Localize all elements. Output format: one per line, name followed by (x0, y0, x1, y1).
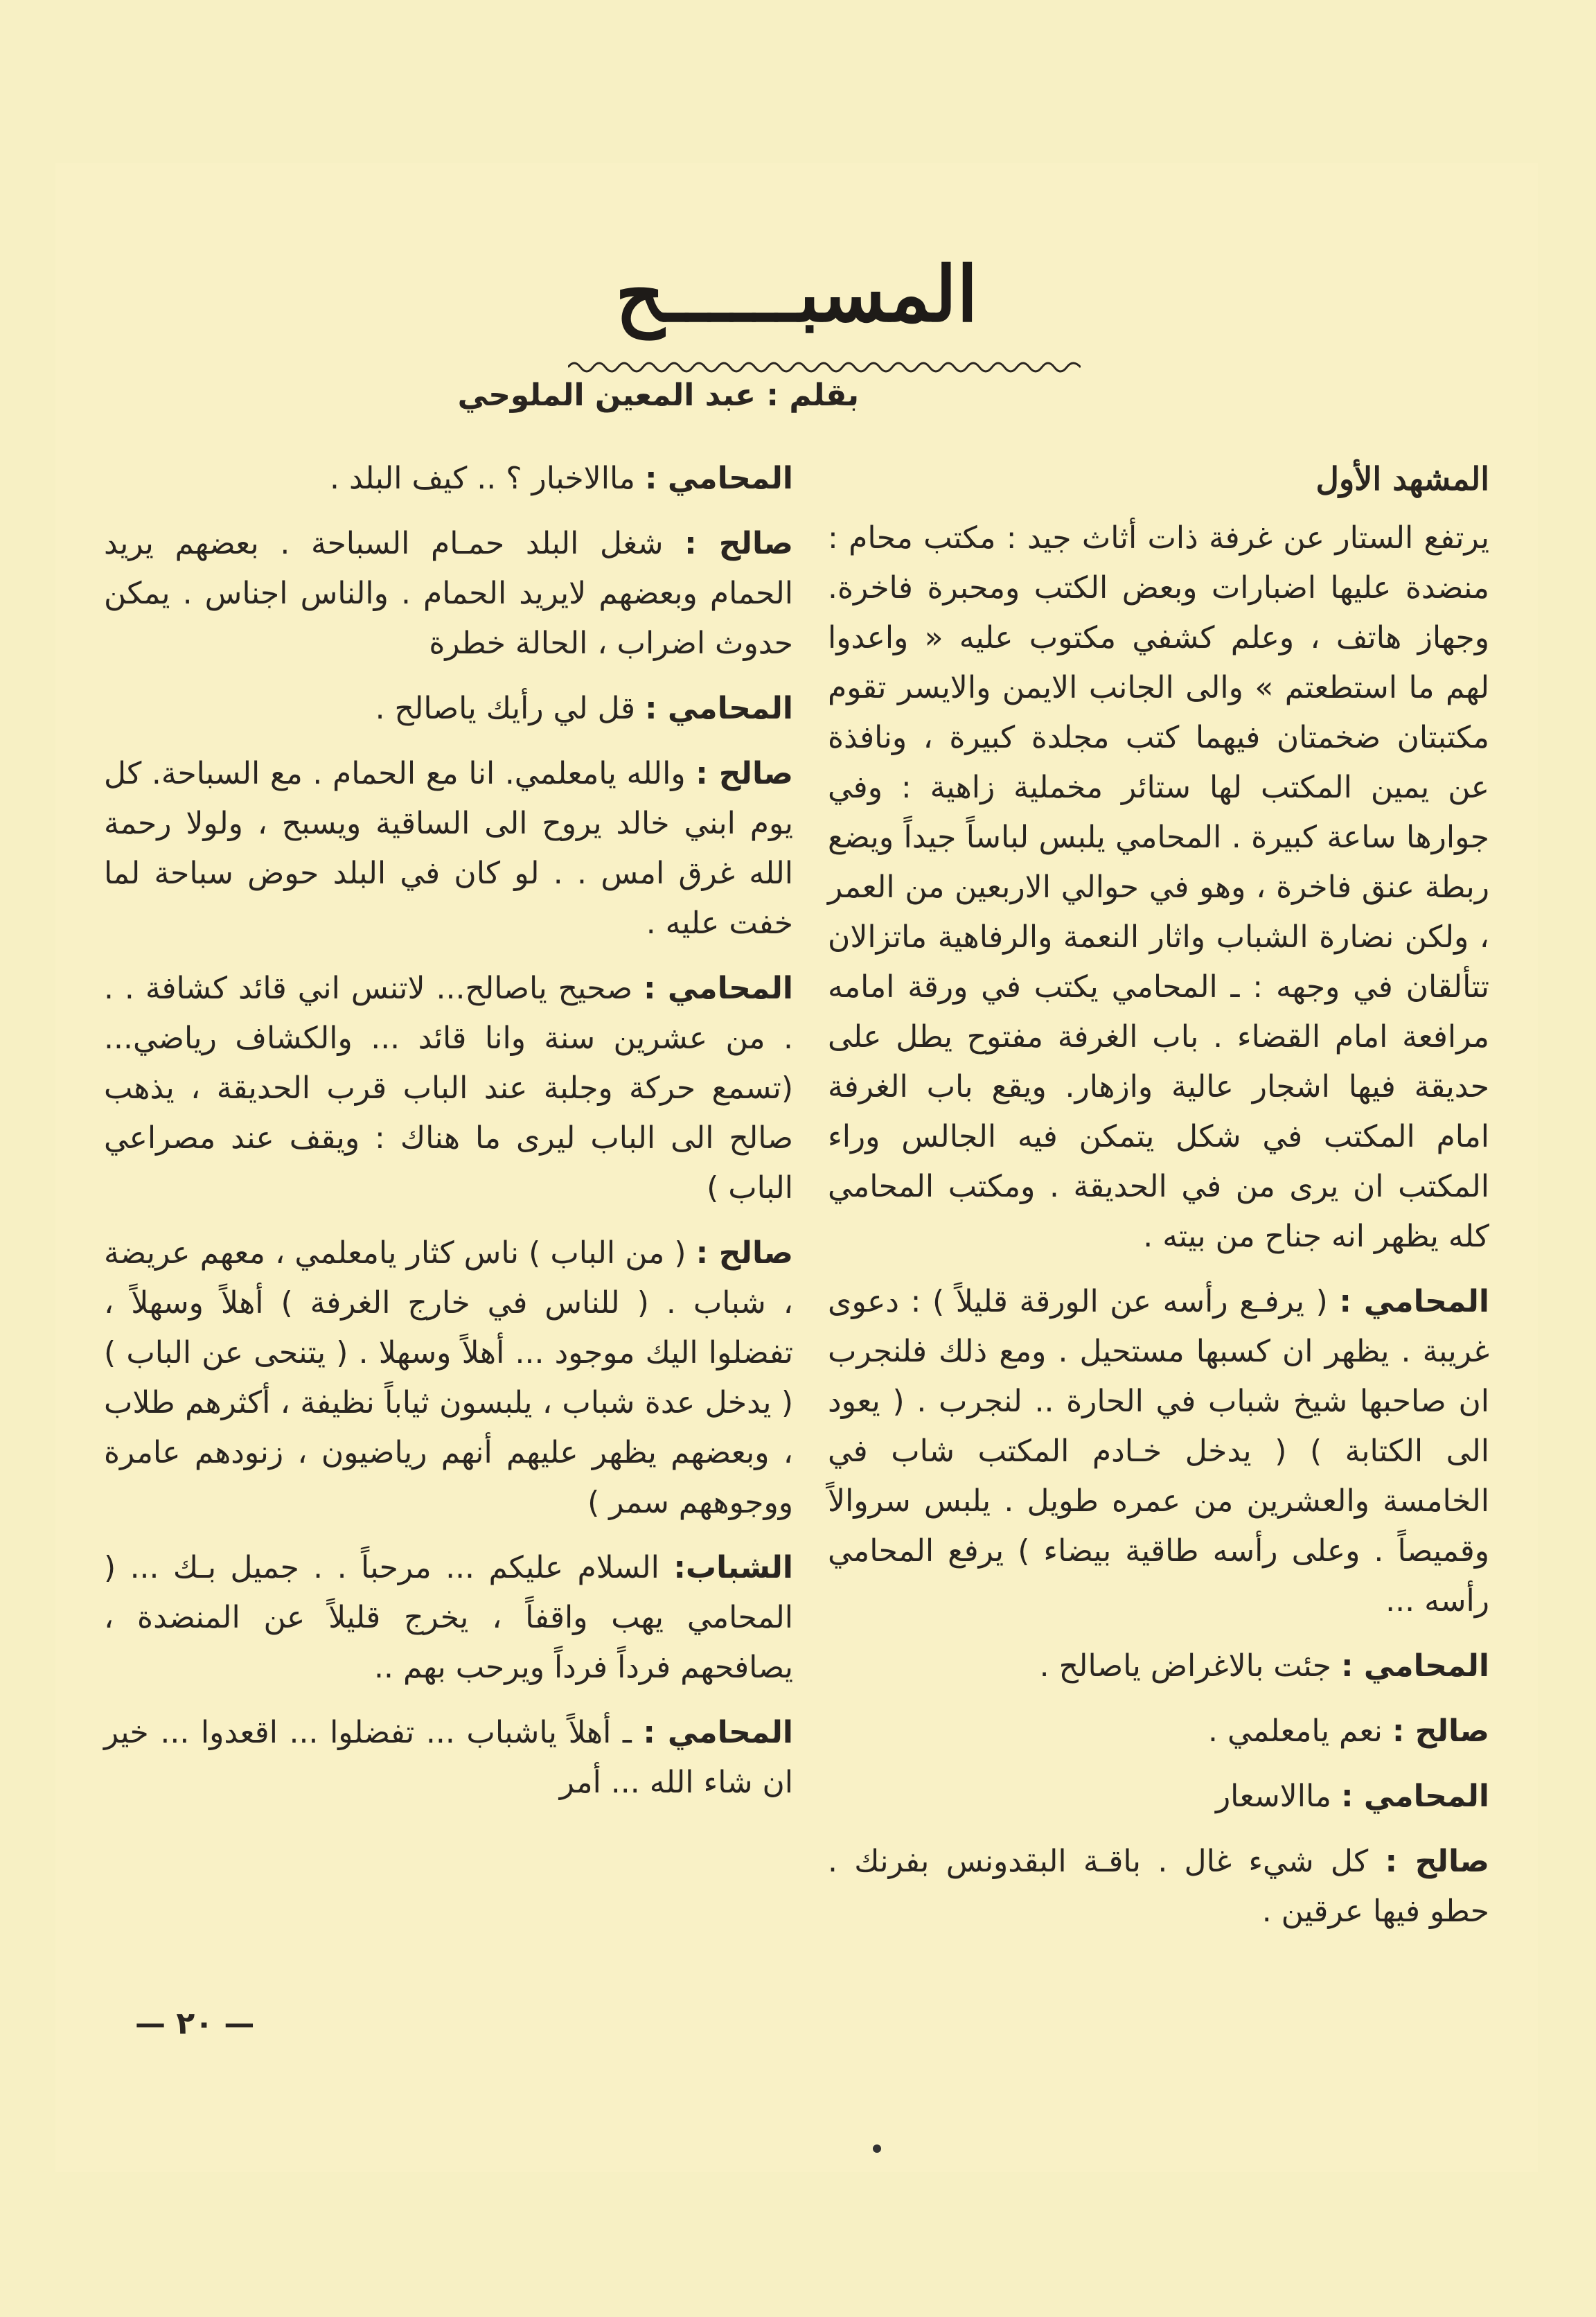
dialogue-paragraph (828, 1772, 1489, 1822)
dialogue-paragraph (828, 1277, 1489, 1626)
paragraph-text: ( من الباب ) ناس كثار يامعلمي ، معهم عريضة ، شباب . ( للناس في خارج الغرفة ) أهلاً وسهلاً ، تفضلوا اليك موجود ... أهلاً وسهلا . ( يتنحى عن الباب ) ( يدخل عدة شباب ، يلبسون ثياباً نظيفة ، أكثرهم طلاب ، وبعضهم يظهر عليهم أنهم رياضيون ، زنودهم عامرة ووجوههم سمر ) (104, 1235, 793, 1520)
dialogue-paragraph (828, 513, 1489, 1262)
magazine-page (55, 163, 1538, 2172)
speaker-name: صالح : (695, 1235, 793, 1271)
dialogue-paragraph (104, 749, 793, 949)
speaker-name: صالح : (1392, 1713, 1489, 1749)
right-column (828, 454, 1489, 1952)
speaker-name: المحامي : (1340, 1779, 1489, 1814)
paragraph-text: نعم يامعلمي . (1207, 1713, 1383, 1749)
ink-dot (873, 2144, 881, 2153)
paragraph-text: شغل البلد حمـام السباحة . بعضهم يريد الحمام وبعضهم لايريد الحمام . والناس اجناس . يمكن حدوث اضراب ، الحالة خطرة (104, 526, 793, 661)
dialogue-paragraph (104, 964, 793, 1213)
paragraph-text: يرتفع الستار عن غرفة ذات أثاث جيد : مكتب محام : منضدة عليها اضبارات وبعض الكتب ومحبرة فاخرة. وجهاز هاتف ، وعلم كشفي مكتوب عليه « واعدوا لهم ما استطعتم » والى الجانب الايمن والايسر تقوم مكتبتان ضخمتان فيهما كتب مجلدة كبيرة ، ونافذة عن يمين المكتب لها ستائر مخملية زاهية : وفي جوارها ساعة كبيرة . المحامي يلبس لباساً جيداً ويضع ربطة عنق فاخرة ، وهو في حوالي الاربعين من العمر ، ولكن نضارة الشباب واثار النعمة والرفاهية ماتزالان تتألقان في وجهه : ـ المحامي يكتب في ورقة امامه مرافعة امام القضاء . باب الغرفة مفتوح يطل على حديقة فيها اشجار عالية وازهار. ويقع باب الغرفة امام المكتب في شكل يتمكن فيه الجالس وراء المكتب ان يرى من في الحديقة . ومكتب المحامي كله يظهر انه جناح من بيته . (828, 520, 1489, 1254)
speaker-name: المحامي : (643, 1715, 793, 1750)
speaker-name: المحامي : (1339, 1284, 1489, 1319)
paragraph-text: صحيح ياصالح... لاتنس اني قائد كشافة . . . من عشرين سنة وانا قائد ... والكشاف رياضي... (تسمع حركة وجلبة عند الباب قرب الحديقة ، يذهب صالح الى الباب ليرى ما هناك : ويقف عند مصراعي الباب ) (104, 971, 793, 1206)
dialogue-paragraph (828, 1707, 1489, 1756)
dialogue-paragraph (828, 1641, 1489, 1691)
speaker-name: المحامي : (1340, 1648, 1489, 1684)
dialogue-paragraph (104, 1543, 793, 1693)
paragraph-text: جئت بالاغراض ياصالح . (1039, 1648, 1331, 1684)
paragraph-text: والله يامعلمي. انا مع الحمام . مع السباحة. كل يوم ابني خالد يروح الى الساقية ويسبح ، ولولا رحمة الله غرق امس . . لو كان في البلد حوض سباحة لما خفت عليه . (104, 756, 793, 941)
page-number: — ٢٠ — (135, 2006, 255, 2041)
paragraph-text: ماالاسعار (1215, 1779, 1331, 1814)
scene-heading: المشهد الأول (1315, 460, 1489, 497)
dialogue-paragraph (104, 1708, 793, 1808)
paragraph-text: ـ أهلاً ياشباب ... تفضلوا ... اقعدوا ... خير ان شاء الله ... أمر (104, 1715, 793, 1800)
page-title: المسبــــــح (615, 249, 978, 339)
speaker-name: المحامي : (644, 461, 793, 496)
right-column-paragraphs (828, 513, 1489, 1937)
speaker-name: صالح : (695, 756, 793, 791)
dialogue-paragraph (828, 1837, 1489, 1937)
left-column (104, 454, 793, 1823)
left-column-paragraphs (104, 454, 793, 1808)
paragraph-text: السلام عليكم ... مرحباً . . جميل بـك ... ( المحامي يهب واقفاً ، يخرج قليلاً عن المنضدة ، يصافحهم فرداً فرداً ويرحب بهم .. (104, 1550, 793, 1685)
author-byline: بقلم : عبد المعين الملوحي (457, 378, 859, 413)
paragraph-text: قل لي رأيك ياصالح . (375, 691, 635, 726)
dialogue-paragraph (104, 519, 793, 669)
paragraph-text: كل شيء غال . باقـة البقدونس بفرنك . حطو فيها عرقين . (828, 1844, 1489, 1929)
dialogue-paragraph (104, 454, 793, 504)
paragraph-text: ماالاخبار ؟ .. كيف البلد . (329, 461, 635, 496)
speaker-name: الشباب: (673, 1550, 793, 1585)
speaker-name: صالح : (1385, 1844, 1489, 1879)
speaker-name: صالح : (684, 526, 793, 561)
speaker-name: المحامي : (644, 971, 793, 1006)
paragraph-text: ( يرفـع رأسه عن الورقة قليلاً ) : دعوى غريبة . يظهر ان كسبها مستحيل . ومع ذلك فلنجرب ان صاحبها شيخ شباب في الحارة .. لنجرب . ( يعود الى الكتابة ) ( يدخل خـادم المكتب شاب في الخامسة والعشرين من عمره طويل . يلبس سروالاً وقميصاً . وعلى رأسه طاقية بيضاء ) يرفع المحامي رأسه ... (828, 1284, 1489, 1619)
dialogue-paragraph (104, 684, 793, 734)
speaker-name: المحامي : (644, 691, 793, 726)
dialogue-paragraph (104, 1228, 793, 1528)
wavy-rule (568, 357, 1081, 378)
